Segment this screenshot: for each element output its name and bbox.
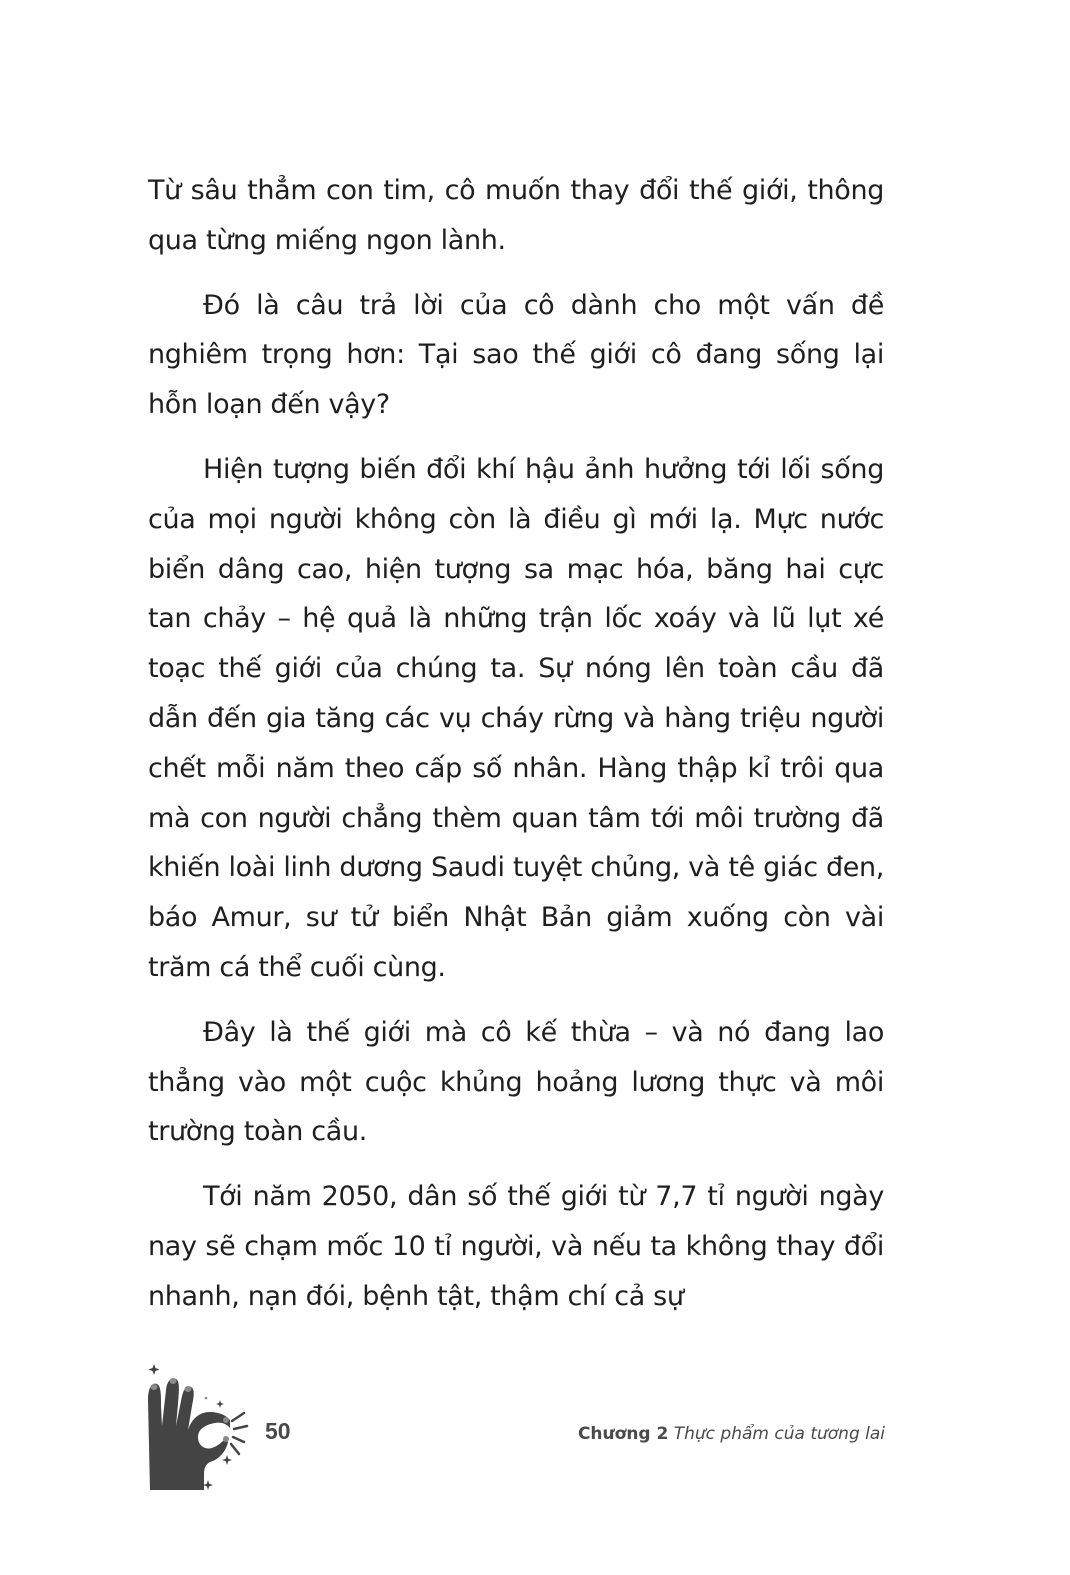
chapter-title: Thực phẩm của tương lai (673, 1424, 885, 1444)
ok-hand-icon (140, 1360, 250, 1490)
running-head (578, 1424, 885, 1444)
chapter-label: Chương 2 (577, 1424, 669, 1444)
paragraph-4: Đây là thế giới mà cô kế thừa – và nó đang lao thẳng vào một cuộc khủng hoảng lương thực và môi trường toàn cầu. (148, 1016, 884, 1148)
paragraph-1: Từ sâu thẳm con tim, cô muốn thay đổi thế giới, thông qua từng miếng ngon lành. (148, 175, 884, 256)
page-body (148, 166, 884, 1337)
paragraph-3: Hiện tượng biến đổi khí hậu ảnh hưởng tới lối sống của mọi người không còn là điều gì mới lạ. Mực nước biển dâng cao, hiện tượng sa mạc hóa, băng hai cực tan chảy – hệ quả là những trận lốc xoáy và lũ lụt xé toạc thế giới của chúng ta. Sự nóng lên toàn cầu đã dẫn đến gia tăng các vụ cháy rừng và hàng triệu người chết mỗi năm theo cấp số nhân. Hàng thập kỉ trôi qua mà con người chẳng thèm quan tâm tới môi trường đã khiến loài linh dương Saudi tuyệt chủng, và tê giác đen, báo Amur, sư tử biển Nhật Bản giảm xuống còn vài trăm cá thể cuối cùng. (148, 453, 884, 983)
page-footer (140, 1360, 890, 1490)
page-number: 50 (265, 1418, 291, 1444)
paragraph-5: Tới năm 2050, dân số thế giới từ 7,7 tỉ người ngày nay sẽ chạm mốc 10 tỉ người, và nếu ta không thay đổi nhanh, nạn đói, bệnh tật, thậm chí cả sự (148, 1181, 884, 1312)
paragraph-2: Đó là câu trả lời của cô dành cho một vấn đề nghiêm trọng hơn: Tại sao thế giới cô đang sống lại hỗn loạn đến vậy? (148, 289, 884, 421)
